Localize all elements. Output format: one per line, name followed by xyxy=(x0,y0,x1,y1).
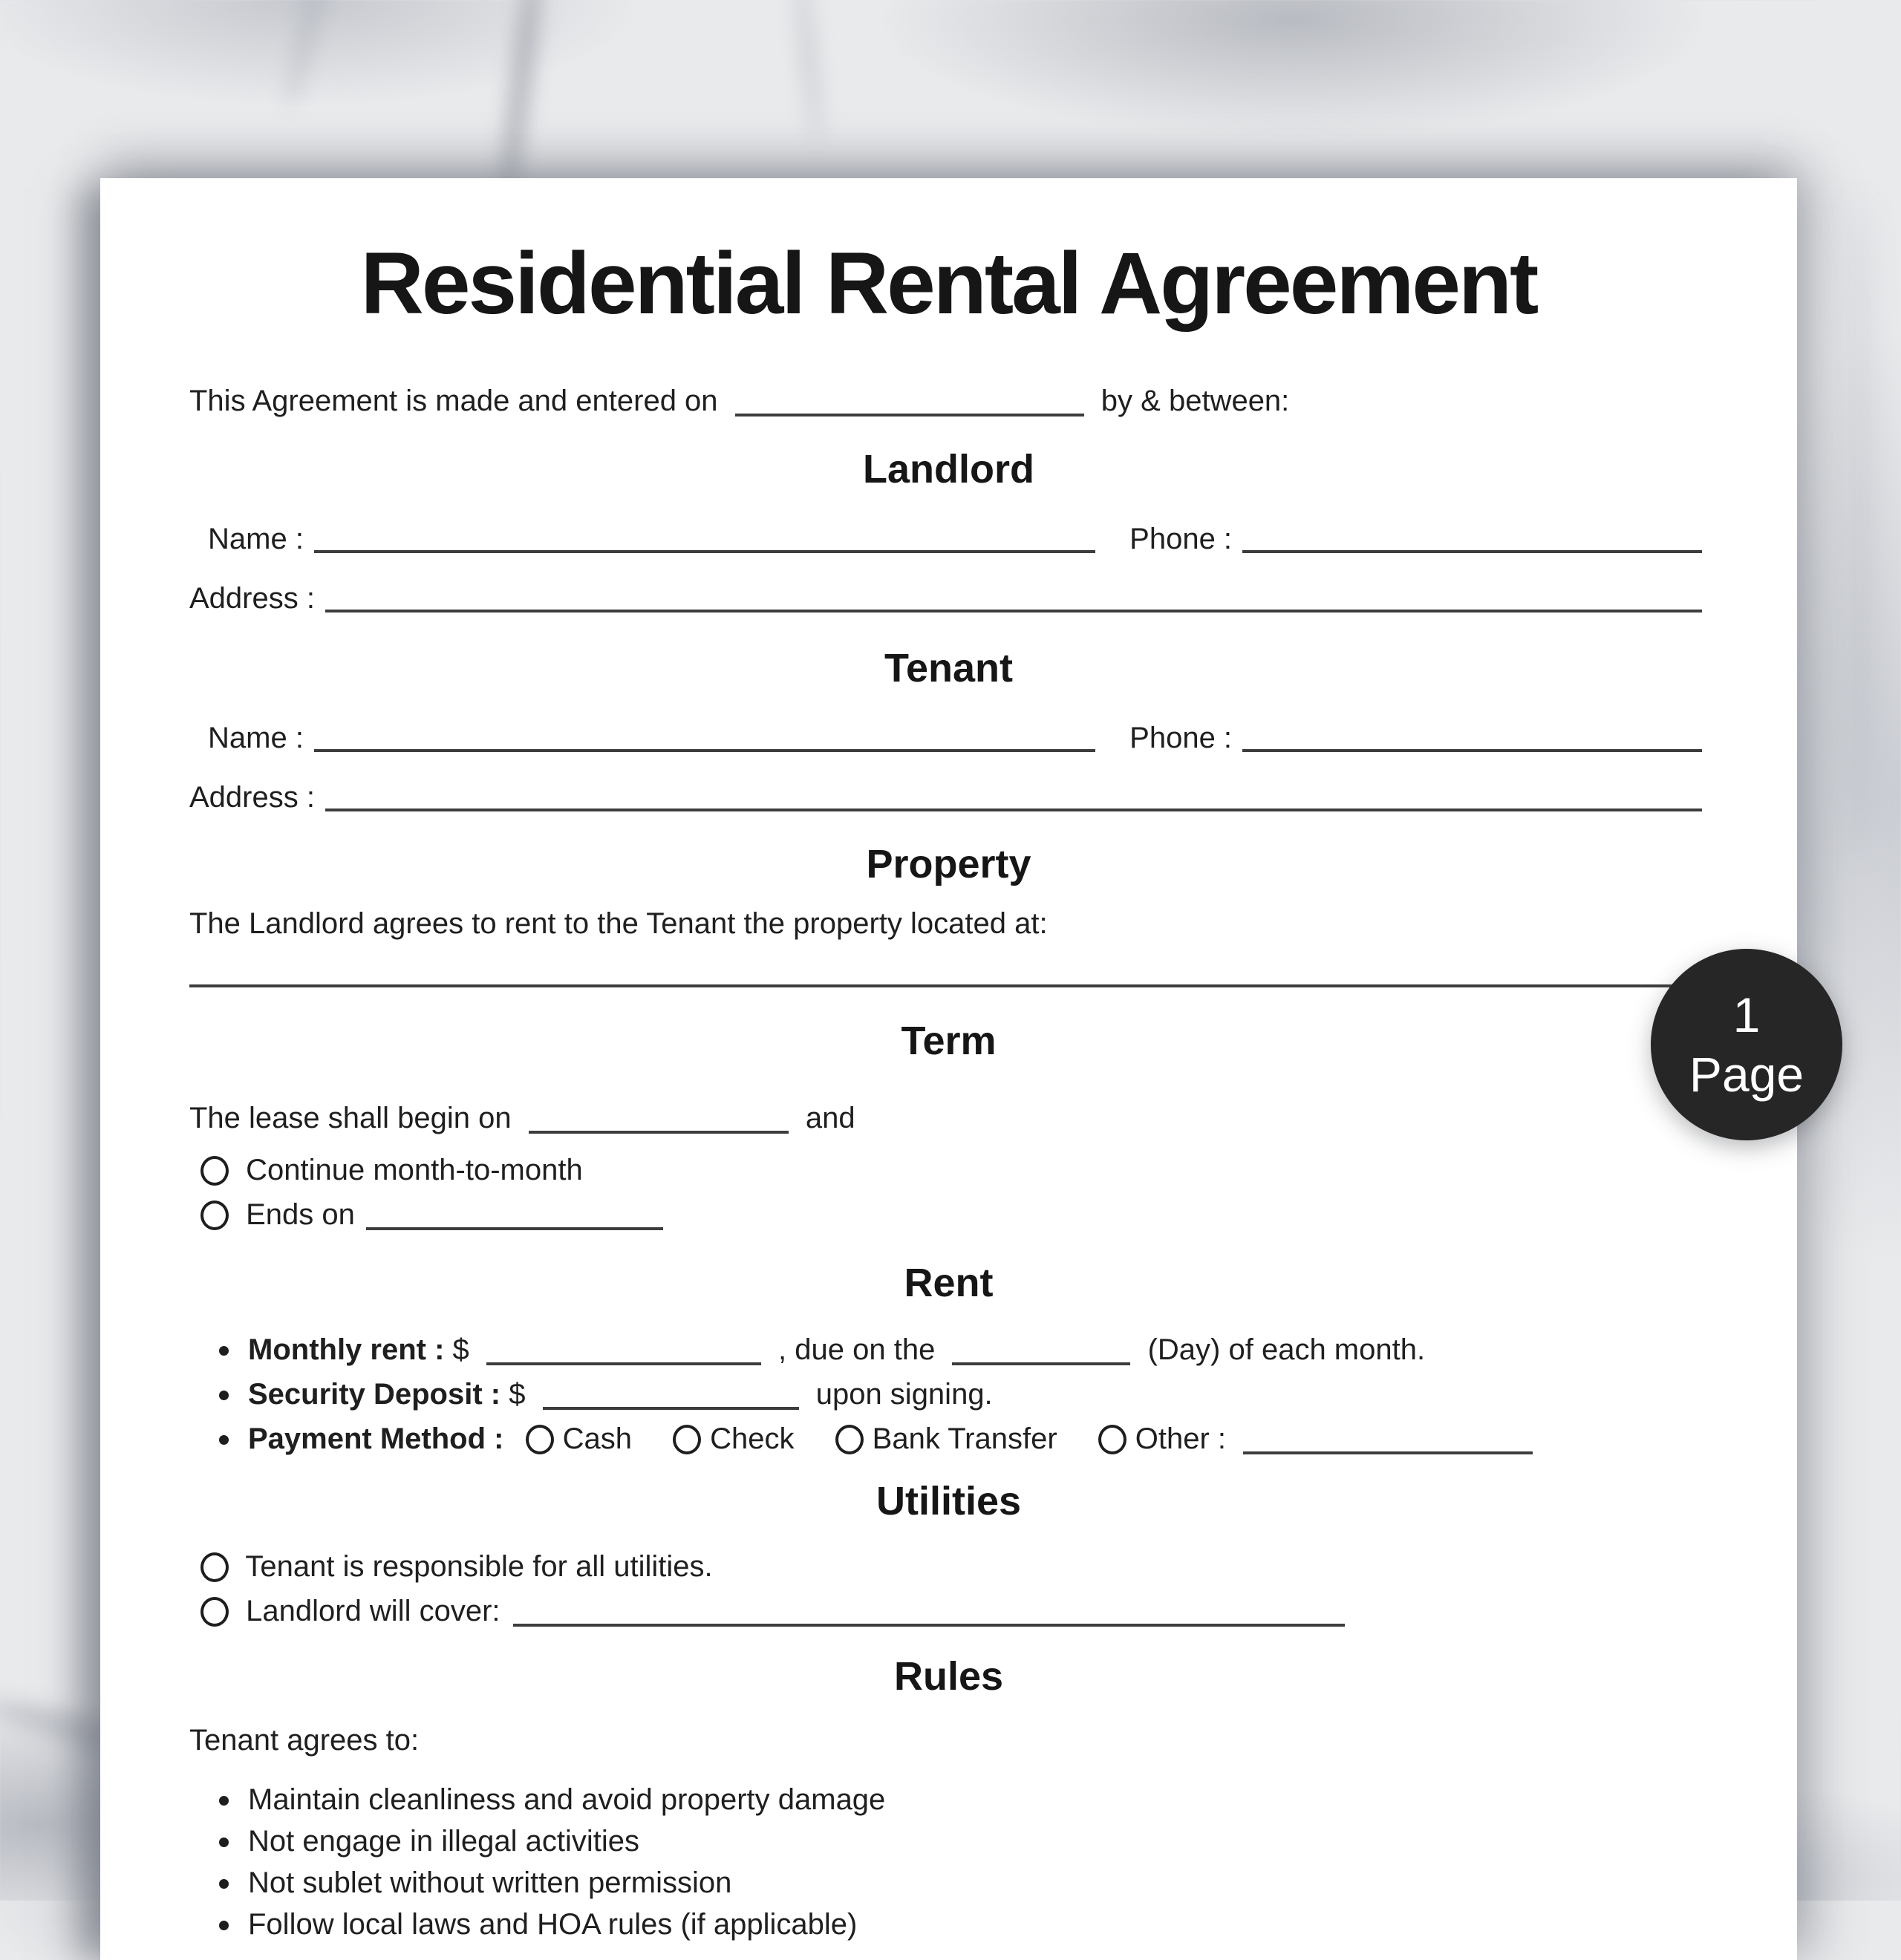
other-radio[interactable] xyxy=(1098,1425,1126,1454)
document-content xyxy=(100,178,1797,1945)
check-label: Check xyxy=(710,1422,795,1455)
agreement-date-field[interactable] xyxy=(735,408,1084,416)
bullet-icon xyxy=(219,1391,229,1400)
payment-method-label: Payment Method : xyxy=(248,1422,504,1455)
term-section-heading: Term xyxy=(901,1019,997,1063)
landlord-address-row xyxy=(189,578,1708,619)
cash-label: Cash xyxy=(562,1422,632,1455)
landlord-covers-radio[interactable] xyxy=(200,1597,229,1627)
cash-radio[interactable] xyxy=(526,1425,554,1454)
utilities-option-landlord xyxy=(189,1590,1708,1632)
security-deposit-content xyxy=(248,1373,993,1415)
term-option-month-to-month xyxy=(189,1149,1708,1191)
utilities-section-heading: Utilities xyxy=(875,1479,1022,1523)
landlord-name-field[interactable] xyxy=(314,550,1095,553)
tenant-name-field[interactable] xyxy=(314,749,1095,752)
tenant-address-label: Address : xyxy=(189,781,315,814)
landlord-address-label: Address : xyxy=(189,582,315,615)
page-count-badge xyxy=(1651,949,1842,1140)
intro-text-post: by & between: xyxy=(1101,385,1290,417)
monthly-rent-post-text: (Day) of each month. xyxy=(1147,1333,1426,1366)
bullet-icon xyxy=(219,1879,229,1889)
bullet-icon xyxy=(219,1921,229,1930)
monthly-rent-currency: $ xyxy=(452,1333,469,1366)
bank-transfer-label: Bank Transfer xyxy=(872,1422,1057,1455)
payment-option-check xyxy=(673,1422,803,1455)
security-deposit-row xyxy=(189,1373,1708,1415)
rules-section-heading: Rules xyxy=(893,1654,1004,1699)
month-to-month-radio[interactable] xyxy=(200,1156,229,1186)
badge-label: Page xyxy=(1689,1047,1804,1102)
lease-start-date-field[interactable] xyxy=(529,1125,789,1134)
landlord-address-field[interactable] xyxy=(325,610,1702,612)
landlord-section-heading: Landlord xyxy=(863,447,1034,491)
document-page xyxy=(100,178,1797,1960)
landlord-name-phone-row xyxy=(189,518,1708,560)
lease-start-line xyxy=(189,1097,1708,1139)
intro-text-pre: This Agreement is made and entered on xyxy=(189,385,718,417)
tenant-utilities-label: Tenant is responsible for all utilities. xyxy=(245,1550,713,1583)
end-date-field[interactable] xyxy=(366,1221,663,1230)
payment-option-other xyxy=(1098,1422,1542,1455)
landlord-covers-label: Landlord will cover: xyxy=(246,1595,500,1627)
rent-section-heading: Rent xyxy=(904,1261,994,1305)
rule-item-text: Follow local laws and HOA rules (if applicable) xyxy=(248,1908,858,1941)
property-section-heading: Property xyxy=(866,842,1031,886)
security-deposit-currency: $ xyxy=(509,1378,526,1411)
tenant-name-phone-row xyxy=(189,717,1708,759)
document-title: Residential Rental Agreement xyxy=(360,235,1537,333)
other-payment-field[interactable] xyxy=(1243,1446,1533,1454)
intro-line xyxy=(189,380,1708,422)
check-radio[interactable] xyxy=(673,1425,701,1454)
tenant-address-row xyxy=(189,777,1708,818)
marble-vein xyxy=(498,0,547,193)
rules-list xyxy=(189,1779,1708,1945)
marble-vein xyxy=(1848,193,1873,861)
payment-method-row xyxy=(189,1418,1708,1460)
tenant-section-heading: Tenant xyxy=(884,646,1013,690)
security-deposit-post-text: upon signing. xyxy=(815,1378,993,1411)
tenant-utilities-radio[interactable] xyxy=(200,1552,229,1582)
badge-count: 1 xyxy=(1732,987,1761,1042)
landlord-phone-field[interactable] xyxy=(1242,550,1702,553)
tenant-name-label: Name : xyxy=(208,722,304,754)
landlord-covers-field[interactable] xyxy=(513,1618,1345,1627)
rule-item xyxy=(189,1862,1708,1904)
lease-start-text-pre: The lease shall begin on xyxy=(189,1102,512,1134)
rule-item xyxy=(189,1779,1708,1820)
ends-on-label: Ends on xyxy=(246,1198,355,1231)
other-label: Other : xyxy=(1135,1422,1227,1455)
utilities-option-tenant xyxy=(189,1546,1708,1587)
bullet-icon xyxy=(219,1838,229,1847)
payment-method-content xyxy=(248,1418,1542,1460)
lease-start-text-post: and xyxy=(805,1102,855,1134)
rule-item xyxy=(189,1904,1708,1945)
property-intro-text: The Landlord agrees to rent to the Tenant the property located at: xyxy=(189,907,1048,940)
rule-item-text: Maintain cleanliness and avoid property damage xyxy=(248,1783,886,1816)
marble-vein xyxy=(793,0,824,141)
monthly-rent-amount-field[interactable] xyxy=(486,1356,761,1365)
property-address-field[interactable] xyxy=(189,984,1708,987)
landlord-phone-label: Phone : xyxy=(1129,523,1233,555)
rule-item-text: Not sublet without written permission xyxy=(248,1866,732,1899)
rule-item xyxy=(189,1820,1708,1862)
payment-option-bank-transfer xyxy=(835,1422,1066,1455)
monthly-rent-content xyxy=(248,1329,1425,1371)
tenant-phone-label: Phone : xyxy=(1129,722,1233,754)
tenant-address-field[interactable] xyxy=(325,808,1702,811)
marble-vein xyxy=(281,0,328,111)
bullet-icon xyxy=(219,1796,229,1806)
tenant-phone-field[interactable] xyxy=(1242,749,1702,752)
security-deposit-amount-field[interactable] xyxy=(543,1401,799,1410)
rules-intro-text: Tenant agrees to: xyxy=(189,1724,420,1757)
rule-item-text: Not engage in illegal activities xyxy=(248,1825,639,1858)
monthly-rent-label: Monthly rent : xyxy=(248,1333,445,1366)
bullet-icon xyxy=(219,1346,229,1356)
term-option-ends-on xyxy=(189,1194,1708,1235)
rent-due-day-field[interactable] xyxy=(952,1356,1130,1365)
month-to-month-label: Continue month-to-month xyxy=(246,1154,583,1186)
ends-on-radio[interactable] xyxy=(200,1200,229,1230)
monthly-rent-mid-text: , due on the xyxy=(778,1333,936,1366)
security-deposit-label: Security Deposit : xyxy=(248,1378,501,1411)
payment-option-cash xyxy=(526,1422,641,1455)
landlord-name-label: Name : xyxy=(208,523,304,555)
bullet-icon xyxy=(219,1435,229,1445)
bank-transfer-radio[interactable] xyxy=(835,1425,864,1454)
monthly-rent-row xyxy=(189,1329,1708,1371)
